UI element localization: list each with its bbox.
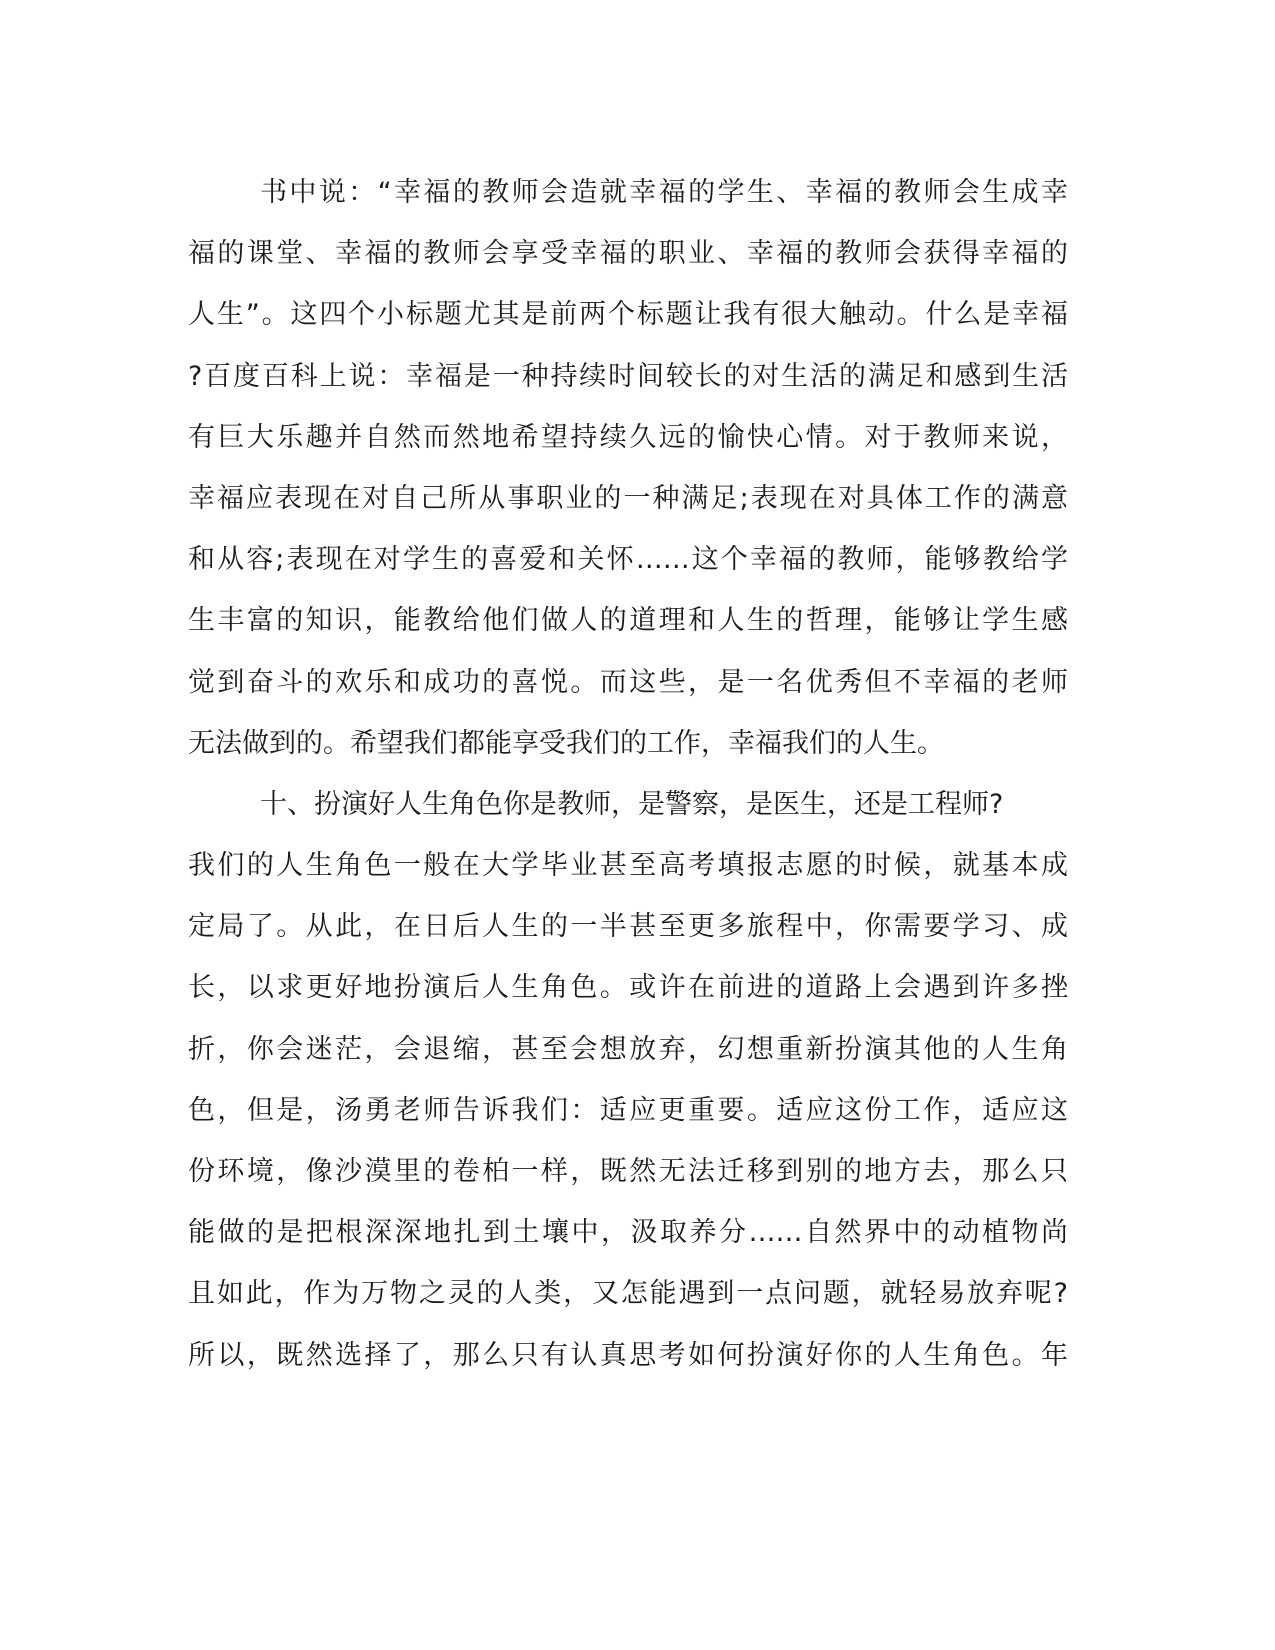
text-line: 且如此，作为万物之灵的人类，又怎能遇到一点问题，就轻易放弃呢? (188, 1278, 1068, 1310)
text-line: 人生”。这四个小标题尤其是前两个标题让我有很大触动。什么是幸福 (188, 299, 1068, 331)
text-line: 福的课堂、幸福的教师会享受幸福的职业、幸福的教师会获得幸福的 (188, 238, 1068, 270)
text-line: 色，但是，汤勇老师告诉我们：适应更重要。适应这份工作，适应这 (188, 1094, 1068, 1126)
text-line: 无法做到的。希望我们都能享受我们的工作，幸福我们的人生。 (188, 727, 944, 759)
text-line: 十、扮演好人生角色你是教师，是警察，是医生，还是工程师? (260, 788, 1004, 820)
text-line: 折，你会迷茫，会退缩，甚至会想放弃，幻想重新扮演其他的人生角 (188, 1033, 1068, 1065)
text-line: 生丰富的知识，能教给他们做人的道理和人生的哲理，能够让学生感 (188, 605, 1068, 637)
text-line: ?百度百科上说：幸福是一种持续时间较长的对生活的满足和感到生活 (188, 360, 1068, 392)
text-line: 所以，既然选择了，那么只有认真思考如何扮演好你的人生角色。年 (188, 1339, 1068, 1371)
text-line: 我们的人生角色一般在大学毕业甚至高考填报志愿的时候，就基本成 (188, 850, 1068, 882)
text-line: 有巨大乐趣并自然而然地希望持续久远的愉快心情。对于教师来说， (188, 421, 1068, 453)
text-line: 能做的是把根深深地扎到土壤中，汲取养分……自然界中的动植物尚 (188, 1217, 1068, 1249)
text-line: 觉到奋斗的欢乐和成功的喜悦。而这些，是一名优秀但不幸福的老师 (188, 666, 1068, 698)
body-text (188, 162, 1068, 1386)
text-line: 和从容;表现在对学生的喜爱和关怀……这个幸福的教师，能够教给学 (188, 544, 1068, 576)
text-line: 书中说：“幸福的教师会造就幸福的学生、幸福的教师会生成幸 (260, 177, 1068, 208)
paragraph-happiness (188, 162, 1068, 774)
text-line: 定局了。从此，在日后人生的一半甚至更多旅程中，你需要学习、成 (188, 911, 1068, 943)
text-line: 长，以求更好地扮演后人生角色。或许在前进的道路上会遇到许多挫 (188, 972, 1068, 1004)
text-line: 份环境，像沙漠里的卷柏一样，既然无法迁移到别的地方去，那么只 (188, 1156, 1068, 1187)
paragraph-life-role (188, 774, 1068, 1386)
text-line: 幸福应表现在对自己所从事职业的一种满足;表现在对具体工作的满意 (188, 482, 1068, 514)
